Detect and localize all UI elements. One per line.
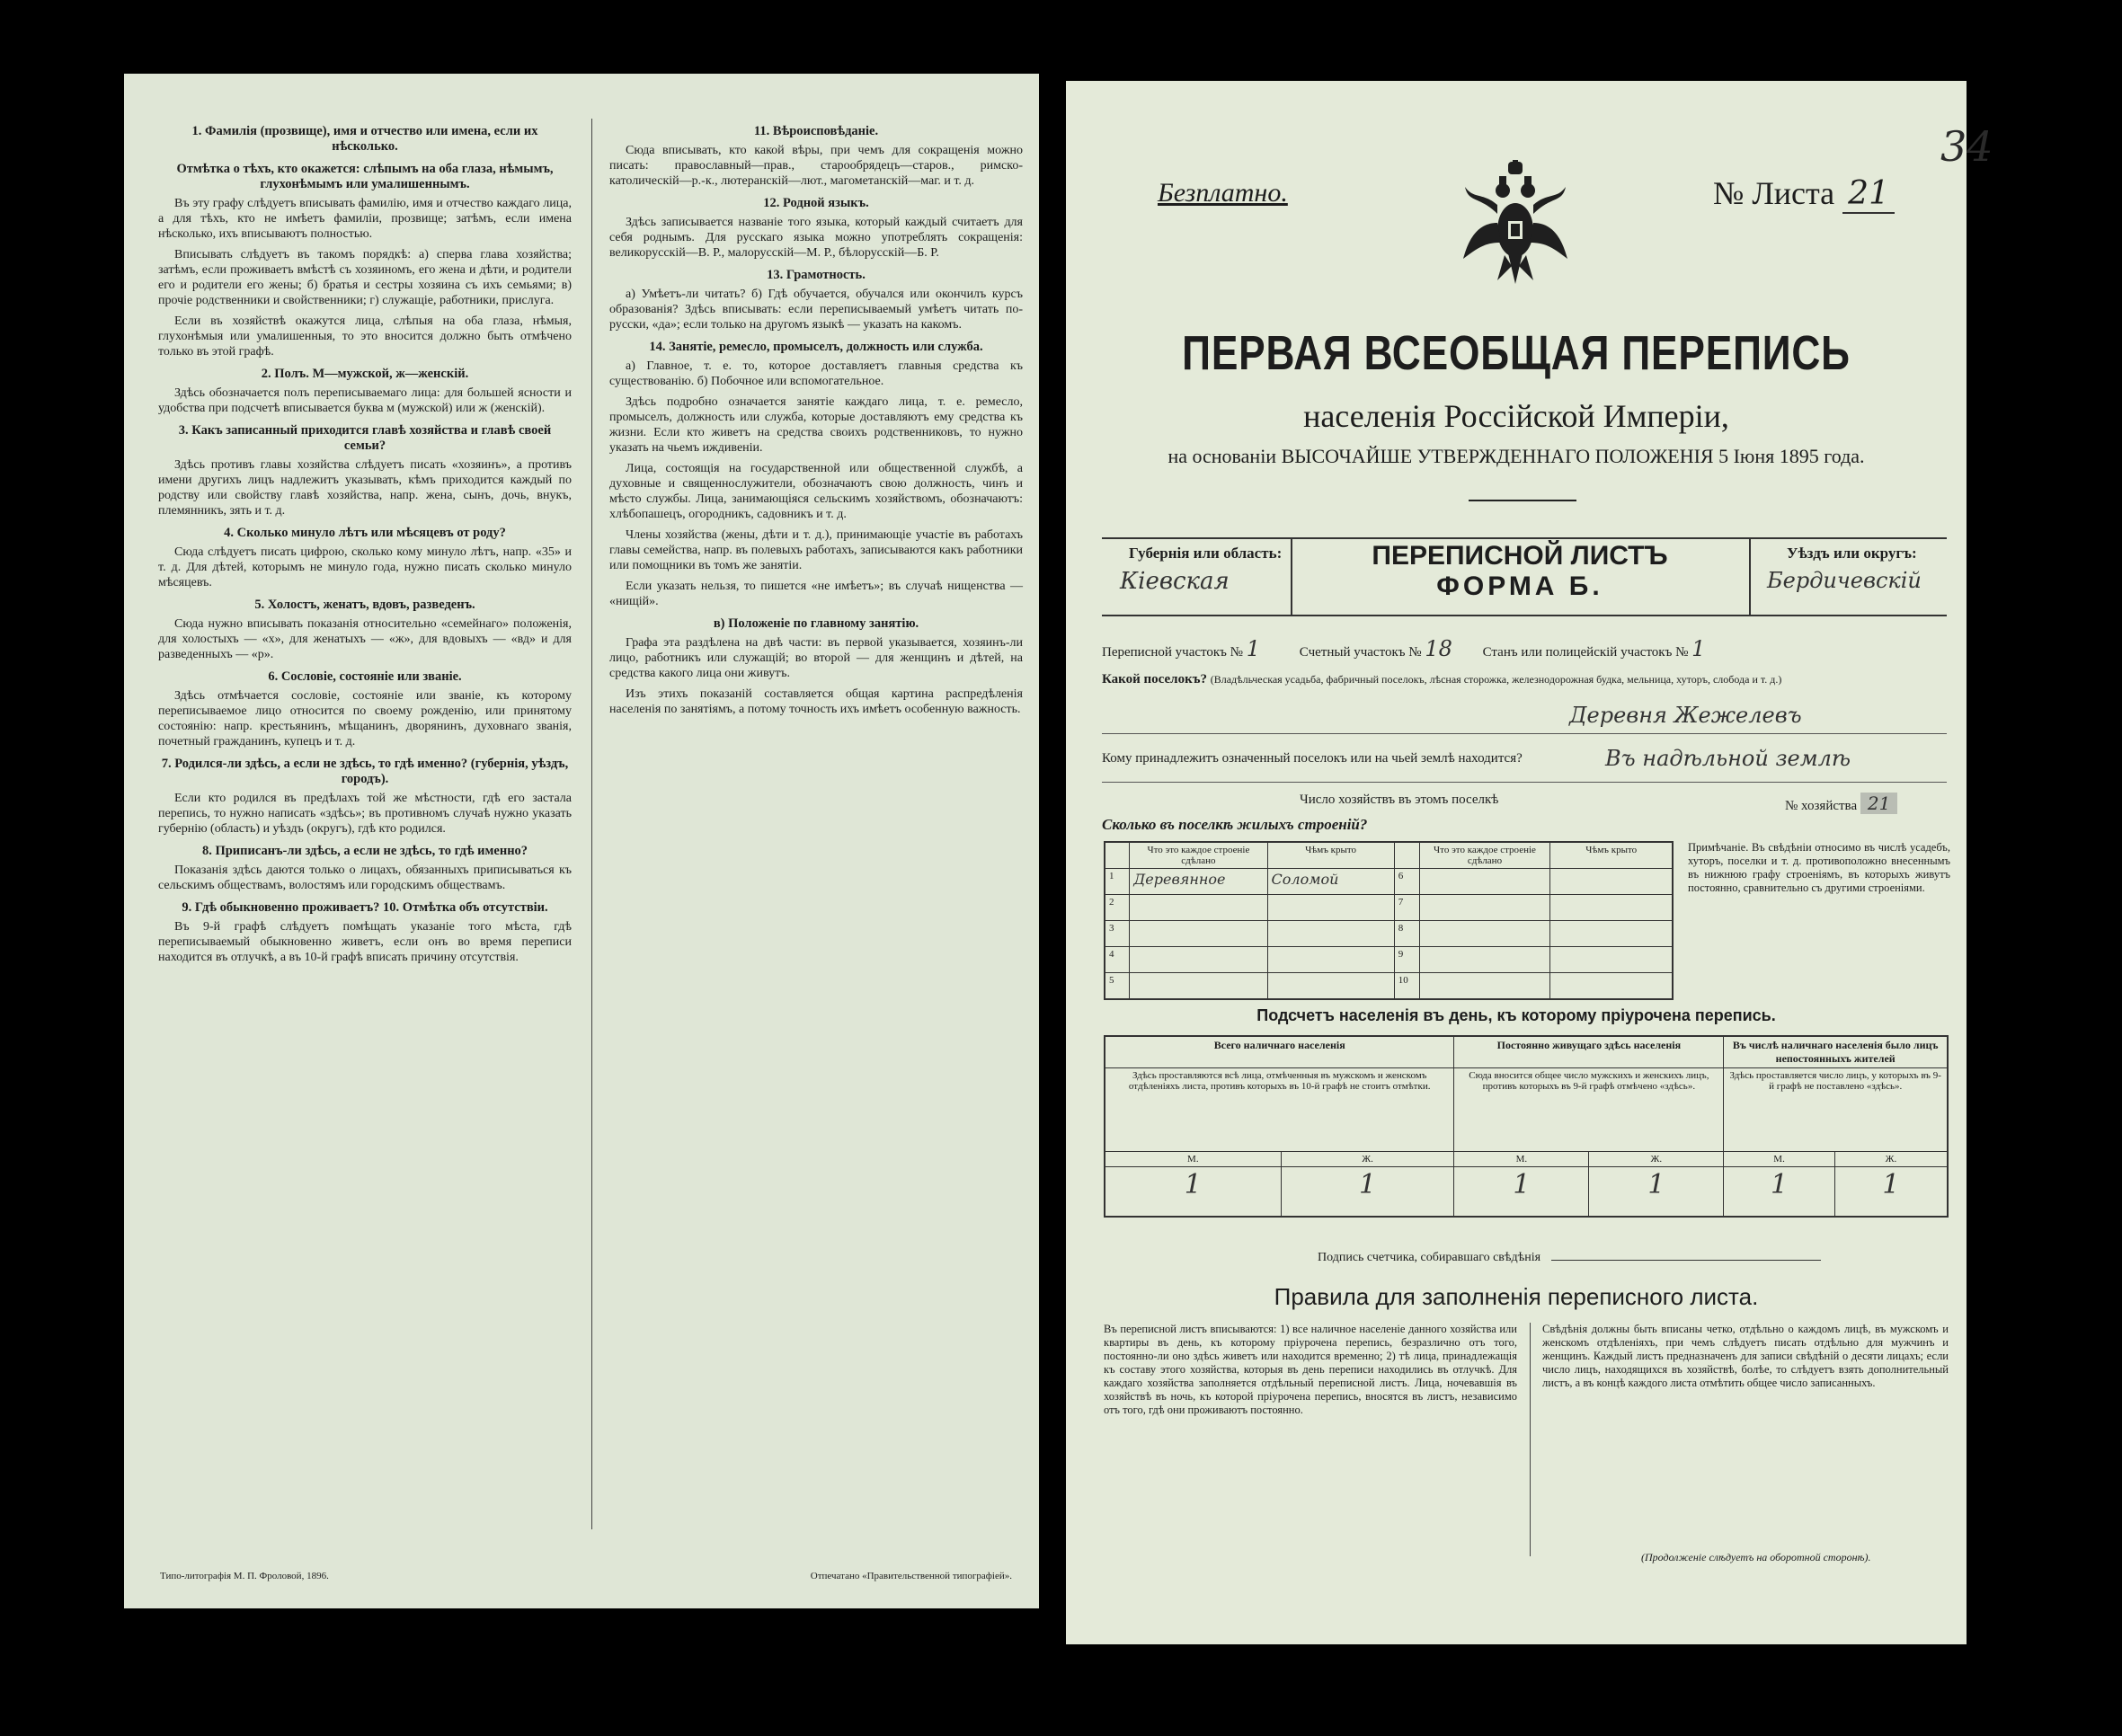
instruction-heading: 4. Сколько минуло лѣтъ или мѣсяцевъ от роду? — [224, 526, 506, 540]
buildings-row — [1105, 869, 1673, 895]
row-number: 10 — [1394, 973, 1419, 1000]
signature-line — [1318, 1251, 1821, 1265]
district-cell — [1749, 539, 1949, 615]
popcount-value: 1 — [1724, 1167, 1834, 1218]
census-section-value: 1 — [1246, 636, 1261, 661]
building-roof — [1550, 895, 1673, 921]
buildings-label: Сколько въ поселкѣ жилыхъ строеній? — [1102, 816, 1368, 833]
instruction-heading: 2. Полъ. М—мужской, ж—женскій. — [261, 367, 469, 381]
form-title: ПЕРЕПИСНОЙ ЛИСТЪ — [1372, 541, 1668, 571]
camp-label: Станъ или полицейскій участокъ № — [1482, 645, 1689, 660]
female-label: Ж. — [1834, 1152, 1948, 1167]
rules-continued-note: (Продолженіе слѣдуетъ на оборотной сторонѣ). — [1641, 1551, 1871, 1563]
building-material — [1130, 895, 1267, 921]
instruction-paragraph: Сюда вписывать, кто какой вѣры, при чемъ для сокращенія можно писать: православный—прав., старообрядецъ—старов., римско-католическій—р.-к., лютеранскій—лют., магометанскій—маг. и т. д. — [609, 144, 1023, 188]
col-num — [1105, 842, 1130, 869]
instruction-heading: 12. Родной языкъ. — [763, 196, 869, 210]
popcount-desc-row — [1105, 1068, 1948, 1152]
row-number: 5 — [1105, 973, 1130, 1000]
sheet-number-value: 21 — [1842, 175, 1895, 214]
census-subtitle: населенія Россійской Имперіи, — [1303, 398, 1729, 434]
row-number: 4 — [1105, 947, 1130, 973]
building-material — [1419, 921, 1550, 947]
rules-column-left: Въ переписной листъ вписываются: 1) все наличное населеніе данного хозяйства или квартиры въ день, къ которому пріурочена перепись, безразлично отъ того, постоянно-ли оно здѣсь живетъ или находится временно; 2) тѣ лица, принадлежащія къ составу этого хозяйства, которыя въ день переписи находились въ отлучкѣ. Для каждаго хозяйства заполняется отдѣльный переписной листъ. Лица, ночевавшія въ хозяйствѣ въ ночь, къ которой пріурочена перепись, вносятся въ листъ, независимо отъ того, гдѣ они проживаютъ постоянно. — [1104, 1323, 1517, 1416]
province-cell — [1102, 539, 1292, 615]
instruction-heading: 8. Приписанъ-ли здѣсь, а если не здѣсь, то гдѣ именно? — [201, 844, 528, 858]
handwritten-page-number: 34 — [1940, 122, 1993, 171]
instructions-column-left — [158, 117, 572, 970]
settlement-line — [1102, 672, 1947, 687]
household-number-value: 21 — [1860, 793, 1897, 814]
instruction-paragraph: Здѣсь обозначается полъ переписываемаго лица: для большей ясности и удобства при подсчетѣ вписывается буква м (мужской) или ж (женскій). — [158, 386, 572, 415]
count-section-value: 18 — [1425, 636, 1452, 661]
buildings-row — [1105, 921, 1673, 947]
building-roof — [1550, 921, 1673, 947]
row-number: 6 — [1394, 869, 1419, 895]
instruction-paragraph: Графа эта раздѣлена на двѣ части: въ первой указывается, хозяинъ-ли лицо, работникъ или служащій; во второй — для женщинъ и дѣтей, на средства какого лица они живутъ. — [609, 636, 1023, 680]
building-material: Деревянное — [1130, 869, 1267, 895]
popcount-header — [1105, 1036, 1948, 1068]
instruction-paragraph: Сюда слѣдуетъ писать цифрою, сколько кому минуло лѣтъ, напр. «35» и т. д. Для дѣтей, которымъ не минуло года, нужно писать сколько минуло мѣсяцевъ. — [158, 545, 572, 589]
population-count-title: Подсчетъ населенія въ день, къ которому пріурочена перепись. — [1256, 1006, 1776, 1024]
form-letter: ФОРМА Б. — [1436, 571, 1603, 601]
household-number — [1785, 793, 1897, 814]
owner-value: Въ надѣльной землѣ — [1605, 746, 1851, 771]
census-title: ПЕРВАЯ ВСЕОБЩАЯ ПЕРЕПИСЬ — [1182, 326, 1851, 380]
male-label: М. — [1454, 1152, 1589, 1167]
instruction-paragraph: Вписывать слѣдуетъ въ такомъ порядкѣ: а) сперва глава хозяйства; затѣмъ, если проживаетъ вмѣстѣ съ хозяиномъ, его жена и дѣти, и родители его и родители его жены; б) братья и сестры хозяина съ ихъ семьями; в) прочіе родственники и свойственники; г) служащіе, работники, прислуга. — [158, 248, 572, 307]
instruction-paragraph: Здѣсь отмѣчается сословіе, состояніе или званіе, къ которому переписываемое лицо относится по своему рожденію, или принятому состоянію: напр. крестьянинъ, мѣщанинъ, дворянинъ, духовнаго званія, почетный гражданинъ, купецъ и т. д. — [158, 689, 572, 748]
building-material — [1419, 947, 1550, 973]
instruction-heading: 6. Сословіе, состояніе или званіе. — [268, 669, 462, 684]
building-roof — [1267, 921, 1394, 947]
col-num — [1394, 842, 1419, 869]
building-material — [1419, 895, 1550, 921]
district-label: Уѣздъ или округъ: — [1787, 545, 1917, 562]
instruction-paragraph: Въ эту графу слѣдуетъ вписывать фамилію, имя и отчество каждаго лица, а для тѣхъ, кто не имѣетъ фамиліи, прозвище; затѣмъ, если имена нѣсколько, ихъ вписываютъ полностью. — [158, 197, 572, 241]
instruction-heading: Отмѣтка о тѣхъ, кто окажется: слѣпымъ на оба глаза, нѣмымъ, глухонѣмымъ или умалишеннымъ. — [176, 162, 554, 191]
male-label: М. — [1105, 1152, 1281, 1167]
buildings-row — [1105, 895, 1673, 921]
camp-value: 1 — [1691, 636, 1706, 661]
buildings-table-header — [1105, 842, 1673, 869]
rules-title: Правила для заполненія переписного листа. — [1274, 1283, 1759, 1310]
row-number: 7 — [1394, 895, 1419, 921]
instruction-paragraph: Въ 9-й графѣ слѣдуетъ помѣщать указаніе того мѣста, гдѣ переписываемый обыкновенно живетъ, если онъ во время переписи находится въ отлучкѣ, а въ 10-й графѣ вписать причину отсутствія. — [158, 920, 572, 964]
free-label: Безплатно. — [1158, 178, 1288, 208]
popcount-values-row — [1105, 1167, 1948, 1218]
instruction-paragraph: а) Умѣетъ-ли читать? б) Гдѣ обучается, обучался или окончилъ курсъ образованія? Здѣсь вписывать: если переписываемый умѣетъ читать по-русски, «да»; если только на другомъ языкѣ — указать на какомъ. — [609, 288, 1023, 332]
form-title-cell — [1291, 539, 1749, 615]
instruction-heading: 7. Родился-ли здѣсь, а если не здѣсь, то гдѣ именно? (губернія, уѣздъ, городъ). — [161, 757, 569, 786]
building-roof — [1267, 895, 1394, 921]
title-rule — [1469, 500, 1576, 501]
popcount-desc: Сюда вносится общее число мужскихъ и женскихъ лицъ, противъ которыхъ въ 9-й графѣ отмѣчено «здѣсь». — [1454, 1068, 1724, 1152]
building-material — [1130, 973, 1267, 1000]
popcount-value: 1 — [1589, 1167, 1724, 1218]
building-roof — [1550, 869, 1673, 895]
count-section-label: Счетный участокъ № — [1299, 645, 1422, 660]
row-number: 8 — [1394, 921, 1419, 947]
instruction-heading: 1. Фамилія (прозвище), имя и отчество или имена, если их нѣсколько. — [191, 124, 538, 154]
sheet-number — [1713, 174, 1895, 212]
households-label: Число хозяйствъ въ этомъ поселкѣ — [1300, 793, 1499, 807]
popcount-desc: Здѣсь проставляются всѣ лица, отмѣченныя въ мужскомъ и женскомъ отдѣленіяхъ листа, противъ которыхъ въ 10-й графѣ не стоитъ отмѣтки. — [1105, 1068, 1454, 1152]
col-material: Что это каждое строеніе сдѣлано — [1419, 842, 1550, 869]
instruction-paragraph: а) Главное, т. е. то, которое доставляетъ главныя средства къ существованію. б) Побочное или вспомогательное. — [609, 359, 1023, 388]
instruction-heading: в) Положеніе по главному занятію. — [713, 616, 919, 631]
building-material — [1419, 973, 1550, 1000]
female-label: Ж. — [1589, 1152, 1724, 1167]
building-material — [1130, 921, 1267, 947]
census-legal-basis: на основаніи ВЫСОЧАЙШЕ УТВЕРЖДЕННАГО ПОЛОЖЕНІЯ 5 Іюня 1895 года. — [1168, 445, 1865, 467]
rules-column-right: Свѣдѣнія должны быть вписаны четко, отдѣльно о каждомъ лицѣ, въ мужскомъ и женскомъ отдѣленіяхъ, при чемъ слѣдуетъ писать отдѣльно для мужчинъ и женщинъ. Каждый листъ предназначенъ для записи свѣдѣній о десяти лицахъ; если число лицъ, находящихся въ хозяйствѣ, болѣе, то слѣдуетъ взять дополнительный листъ, а въ концѣ каждого листа отмѣтить общее число записанныхъ. — [1542, 1323, 1949, 1389]
popcount-sex-row — [1105, 1152, 1948, 1167]
popcount-desc: Здѣсь проставляется число лицъ, у которыхъ въ 9-й графѣ не поставлено «здѣсь». — [1724, 1068, 1948, 1152]
instruction-paragraph: Сюда нужно вписывать показанія относительно «семейнаго» положенія, для холостыхъ — «х», для женатыхъ — «ж», для вдовыхъ — «вд» и для разведенныхъ — «р». — [158, 617, 572, 661]
popcount-value: 1 — [1454, 1167, 1589, 1218]
instruction-paragraph: Изъ этихъ показаній составляется общая картина распредѣленія населенія по занятіямъ, а потому точность ихъ имѣетъ особенную важность. — [609, 687, 1023, 716]
province-label: Губернія или область: — [1129, 545, 1283, 562]
col-material: Что это каждое строеніе сдѣлано — [1130, 842, 1267, 869]
building-material — [1130, 947, 1267, 973]
side-note: Примѣчаніе. Въ свѣдѣніи относимо въ числѣ усадебъ, хуторъ, поселки и т. д. противоположно внесеннымъ въ нижнюю графу строеніямъ, въ которыхъ живутъ постоянно, сравнительно съ другими строеніями. — [1688, 841, 1950, 894]
instruction-paragraph: Здѣсь записывается названіе того языка, который каждый считаетъ для себя роднымъ. Для русскаго языка можно употреблять сокращенія: великорусскій—В. Р., малорусскій—М. Р., бѣлорусскій—Б. Р. — [609, 216, 1023, 260]
column-divider — [591, 119, 592, 1529]
instruction-paragraph: Если въ хозяйствѣ окажутся лица, слѣпыя на оба глаза, нѣмыя, глухонѣмыя или умалишенныя, то это вносится должно быть отмѣчено только въ этой графѣ. — [158, 314, 572, 359]
instruction-paragraph: Показанія здѣсь даются только о лицахъ, обязанныхъ приписываться къ сельскимъ обществамъ, волостямъ или городскимъ обществамъ. — [158, 864, 572, 892]
row-number: 1 — [1105, 869, 1130, 895]
row-number: 9 — [1394, 947, 1419, 973]
buildings-table — [1104, 841, 1674, 1000]
section-line — [1102, 636, 1947, 661]
settlement-value: Деревня Жежелевъ — [1569, 703, 1802, 728]
rule — [1102, 733, 1947, 734]
popcount-value: 1 — [1105, 1167, 1281, 1218]
building-roof — [1267, 947, 1394, 973]
instruction-paragraph: Если указать нельзя, то пишется «не имѣетъ»; въ случаѣ нищенства — «нищій». — [609, 580, 1023, 608]
instructions-column-right — [609, 117, 1023, 722]
instruction-paragraph: Члены хозяйства (жены, дѣти и т. д.), принимающіе участіе въ работахъ главы семейства, напр. въ полевыхъ работахъ, записываются какъ работники или помощники въ томъ же занятіи. — [609, 528, 1023, 572]
left-page — [124, 74, 1039, 1608]
rule — [1102, 782, 1947, 783]
col-roof: Чѣмъ крыто — [1550, 842, 1673, 869]
row-number: 2 — [1105, 895, 1130, 921]
printer-footer-left: Типо-литографія М. П. Фроловой, 1896. — [160, 1571, 329, 1581]
instruction-paragraph: Здѣсь противъ главы хозяйства слѣдуетъ писать «хозяинъ», а противъ имени другихъ лицъ надлежитъ указывать, кѣмъ приходится каждый по родству или свойству главѣ хозяйства, напр. жена, сынъ, дочь, внукъ, племянникъ, зять и т. д. — [158, 458, 572, 518]
instruction-paragraph: Лица, состоящія на государственной или общественной службѣ, а духовные и священнослужители, обозначаютъ свою должность, чинъ и мѣсто службы. Лица, занимающіяся сельскимъ хозяйствомъ, обозначаютъ: хлѣбопашецъ, огородникъ, садовникъ и т. д. — [609, 462, 1023, 521]
sheet-number-label: № Листа — [1713, 175, 1835, 211]
form-header-row — [1102, 537, 1947, 616]
col-roof: Чѣмъ крыто — [1267, 842, 1394, 869]
female-label: Ж. — [1281, 1152, 1454, 1167]
imperial-eagle-emblem — [1461, 160, 1569, 286]
printer-footer-right: Отпечатано «Правительственной типографіей». — [810, 1571, 1012, 1581]
rules-divider — [1530, 1323, 1531, 1556]
male-label: М. — [1724, 1152, 1834, 1167]
settlement-note: (Владѣльческая усадьба, фабричный поселокъ, лѣсная сторожка, железнодорожная будка, мельница, хуторъ, слобода и т. д.) — [1210, 673, 1782, 686]
instruction-heading: 5. Холостъ, женатъ, вдовъ, разведенъ. — [254, 598, 475, 612]
popcount-header-resident: Постоянно живущаго здѣсь населенія — [1454, 1036, 1724, 1068]
district-value: Бердичевскій — [1767, 568, 1922, 593]
popcount-header-nonresident: Въ числѣ наличнаго населенія было лицъ непостоянныхъ жителей — [1724, 1036, 1948, 1068]
building-roof — [1550, 973, 1673, 1000]
signature-label: Подпись счетчика, собиравшаго свѣдѣнія — [1318, 1251, 1541, 1264]
building-material — [1419, 869, 1550, 895]
signature-blank — [1551, 1260, 1821, 1261]
building-roof — [1267, 973, 1394, 1000]
province-value: Кіевская — [1120, 568, 1230, 595]
building-roof — [1550, 947, 1673, 973]
instruction-paragraph: Здѣсь подробно означается занятіе каждаго лица, т. е. ремесло, промыселъ, должность или служба, которые доставляютъ ему средства къ жизни. Если кто живетъ на средства своихъ родственниковъ, то нужно указать на чьемъ иждивеніи. — [609, 395, 1023, 455]
owner-label: Кому принадлежитъ означенный поселокъ или на чьей землѣ находится? — [1102, 751, 1523, 766]
popcount-value: 1 — [1281, 1167, 1454, 1218]
buildings-row — [1105, 973, 1673, 1000]
census-form-page — [1066, 81, 1993, 1644]
row-number: 3 — [1105, 921, 1130, 947]
instruction-paragraph: Если кто родился въ предѣлахъ той же мѣстности, гдѣ его застала перепись, то нужно написать «здѣсь»; въ противномъ случаѣ нужно указать губернію (область) и уѣздъ (округъ), гдѣ кто родился. — [158, 792, 572, 836]
census-section-label: Переписной участокъ № — [1102, 645, 1243, 660]
population-count-table — [1104, 1035, 1949, 1218]
popcount-value: 1 — [1834, 1167, 1948, 1218]
building-roof: Соломой — [1267, 869, 1394, 895]
instruction-heading: 3. Какъ записанный приходится главѣ хозяйства и главѣ своей семьи? — [178, 423, 552, 453]
popcount-header-present: Всего наличнаго населенія — [1105, 1036, 1454, 1068]
instruction-heading: 13. Грамотность. — [767, 268, 866, 282]
buildings-row — [1105, 947, 1673, 973]
instruction-heading: 11. Вѣроисповѣданіе. — [753, 124, 879, 138]
settlement-label: Какой поселокъ? — [1102, 672, 1207, 686]
instruction-heading: 9. Гдѣ обыкновенно проживаетъ? 10. Отмѣтка объ отсутствіи. — [182, 900, 548, 915]
household-number-label: № хозяйства — [1785, 799, 1858, 813]
instruction-heading: 14. Занятіе, ремесло, промыселъ, должность или служба. — [649, 340, 983, 354]
